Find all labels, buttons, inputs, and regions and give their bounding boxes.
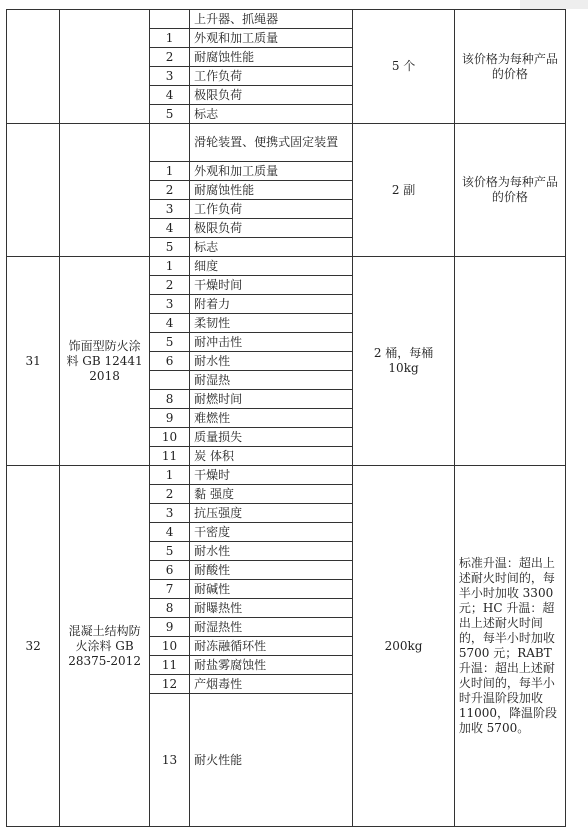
test-item: 柔韧性 [190, 314, 353, 333]
sample-quantity: 2 桶，每桶 10kg [353, 257, 455, 466]
price-note: 该价格为每种产品的价格 [454, 10, 565, 124]
item-index: 12 [149, 675, 189, 694]
item-index: 8 [149, 599, 189, 618]
price-note: 该价格为每种产品的价格 [454, 124, 565, 257]
item-index: 2 [149, 276, 189, 295]
page-corner-shade [520, 0, 588, 9]
test-item: 耐酸性 [190, 561, 353, 580]
test-item: 耐盐雾腐蚀性 [190, 656, 353, 675]
item-index: 6 [149, 561, 189, 580]
item-index [149, 124, 189, 162]
table-row [7, 10, 566, 29]
test-item: 极限负荷 [190, 86, 353, 105]
item-index [149, 371, 189, 390]
test-item: 干燥时 [190, 466, 353, 485]
test-item: 工作负荷 [190, 200, 353, 219]
item-index: 11 [149, 656, 189, 675]
item-index [149, 10, 189, 29]
group-number [7, 124, 60, 257]
product-name [60, 124, 150, 257]
test-item: 质量损失 [190, 428, 353, 447]
price-note: 标准升温：超出上述耐火时间的，每半小时加收 3300 元；HC 升温：超出上述耐火时间的，每半小时加收 5700 元；RABT 升温：超出上述耐火时间的，每半小时升温阶段加收 11000，降温阶段加收 5700。 [454, 466, 565, 827]
sample-quantity: 200kg [353, 466, 455, 827]
item-index: 3 [149, 200, 189, 219]
test-item: 细度 [190, 257, 353, 276]
item-index: 9 [149, 618, 189, 637]
item-index: 2 [149, 181, 189, 200]
item-index: 13 [149, 694, 189, 827]
item-index: 4 [149, 314, 189, 333]
table-row [7, 124, 566, 162]
item-index: 2 [149, 485, 189, 504]
test-item: 干密度 [190, 523, 353, 542]
test-item: 耐火性能 [190, 694, 353, 827]
test-item: 耐湿热 [190, 371, 353, 390]
price-note [454, 257, 565, 466]
test-item: 耐湿热性 [190, 618, 353, 637]
group-number: 31 [7, 257, 60, 466]
item-index: 4 [149, 219, 189, 238]
test-item: 耐水性 [190, 542, 353, 561]
test-item: 耐水性 [190, 352, 353, 371]
item-index: 2 [149, 48, 189, 67]
item-index: 4 [149, 523, 189, 542]
product-name [60, 10, 150, 124]
sub-product-name: 上升器、抓绳器 [190, 10, 353, 29]
test-item-price-table [6, 9, 566, 827]
test-item: 标志 [190, 105, 353, 124]
item-index: 10 [149, 428, 189, 447]
sample-quantity: 2 副 [353, 124, 455, 257]
item-index: 1 [149, 257, 189, 276]
item-index: 5 [149, 238, 189, 257]
item-index: 5 [149, 105, 189, 124]
item-index: 3 [149, 67, 189, 86]
item-index: 9 [149, 409, 189, 428]
table-row [7, 466, 566, 485]
item-index: 4 [149, 86, 189, 105]
test-item: 耐冲击性 [190, 333, 353, 352]
test-item: 抗压强度 [190, 504, 353, 523]
test-item: 黏 强度 [190, 485, 353, 504]
test-item: 耐腐蚀性能 [190, 181, 353, 200]
item-index: 1 [149, 466, 189, 485]
sample-quantity: 5 个 [353, 10, 455, 124]
item-index: 5 [149, 333, 189, 352]
item-index: 3 [149, 504, 189, 523]
item-index: 8 [149, 390, 189, 409]
test-item: 产烟毒性 [190, 675, 353, 694]
test-item: 炭 体积 [190, 447, 353, 466]
group-number: 32 [7, 466, 60, 827]
test-item: 工作负荷 [190, 67, 353, 86]
test-item: 耐腐蚀性能 [190, 48, 353, 67]
test-item: 耐曝热性 [190, 599, 353, 618]
item-index: 1 [149, 29, 189, 48]
test-item: 耐冻融循环性 [190, 637, 353, 656]
item-index: 3 [149, 295, 189, 314]
test-item: 外观和加工质量 [190, 29, 353, 48]
product-name: 饰面型防火涂料 GB 12441 2018 [60, 257, 150, 466]
table-row [7, 257, 566, 276]
test-item: 耐碱性 [190, 580, 353, 599]
sub-product-name: 滑轮装置、便携式固定装置 [190, 124, 353, 162]
item-index: 5 [149, 542, 189, 561]
item-index: 7 [149, 580, 189, 599]
test-item: 干燥时间 [190, 276, 353, 295]
item-index: 6 [149, 352, 189, 371]
item-index: 10 [149, 637, 189, 656]
test-item: 外观和加工质量 [190, 162, 353, 181]
test-item: 极限负荷 [190, 219, 353, 238]
product-name: 混凝土结构防火涂料 GB 28375-2012 [60, 466, 150, 827]
group-number [7, 10, 60, 124]
item-index: 11 [149, 447, 189, 466]
item-index: 1 [149, 162, 189, 181]
test-item: 附着力 [190, 295, 353, 314]
test-item: 难燃性 [190, 409, 353, 428]
test-item: 耐燃时间 [190, 390, 353, 409]
test-item: 标志 [190, 238, 353, 257]
